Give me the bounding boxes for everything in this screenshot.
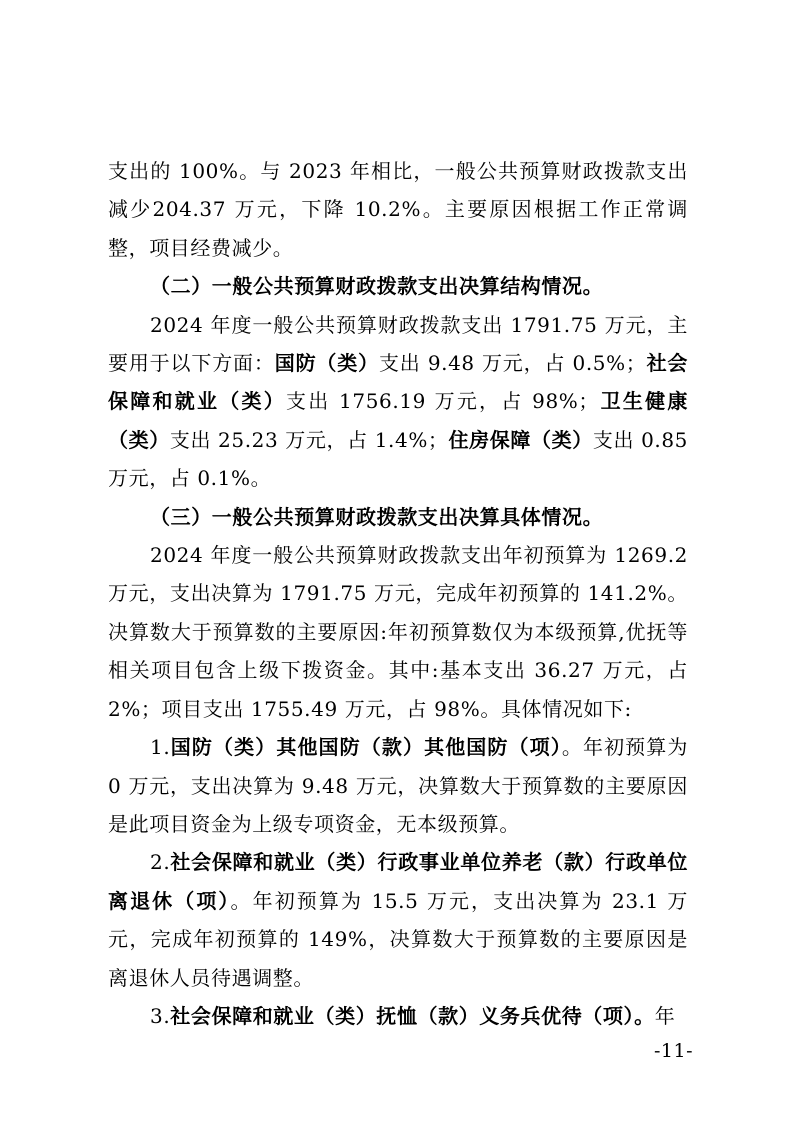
item-text: 。年初预算为 0 万元，支出决算为 9.48 万元，决算数大于预算数的主要原因是此项目资金为上级专项资金，无本级预算。 (108, 735, 688, 836)
item-title: 社会保障和就业（类）抚恤（款）义务兵优待（项）。 (170, 1003, 655, 1028)
paragraph-details-intro: 2024 年度一般公共预算财政拨款支出年初预算为 1269.2 万元，支出决算为 1791.75 万元，完成年初预算的 141.2%。决算数大于预算数的主要原因:年初预算数仅为本级预算,优抚等相关项目包含上级下拨资金。其中:基本支出 36.27 万元，占 2%；项目支出 1755.49 万元，占 98%。具体情况如下: (108, 543, 688, 721)
category-housing: 住房保障（类） (448, 427, 593, 452)
category-defense: 国防（类） (274, 351, 379, 376)
item-title: 社会保障和就业（类）行政事业单位养老（款）行政单位离退休（项） (108, 850, 688, 913)
item-text: 年 (654, 1003, 676, 1028)
category-social-security: 社会保障和就业（类） (108, 351, 689, 414)
list-item-defense (108, 728, 688, 843)
document-body (108, 152, 688, 1035)
category-health: 卫生健康（类） (108, 389, 688, 452)
item-number: 2. (150, 850, 171, 875)
list-item-conscript (108, 997, 688, 1035)
structure-intro: 2024 年度一般公共预算财政拨款支出 1791.75 万元，主要用于以下方面： (108, 312, 688, 376)
section-heading-structure: （二）一般公共预算财政拨款支出决算结构情况。 (150, 274, 604, 299)
housing-amount: 支出 0.85 万元，占 0.1%。 (108, 427, 689, 491)
item-number: 1. (150, 735, 171, 760)
social-security-amount: 支出 1756.19 万元，占 98%； (285, 389, 600, 414)
list-item-retirement (108, 843, 688, 997)
item-title: 国防（类）其他国防（款）其他国防（项） (170, 735, 562, 760)
item-text: 。年初预算为 15.5 万元，支出决算为 23.1 万元，完成年初预算的 149%，决算数大于预算数的主要原因是离退休人员待遇调整。 (108, 888, 688, 990)
section-heading-details: （三）一般公共预算财政拨款支出决算具体情况。 (150, 504, 604, 529)
page-number: -11- (653, 1040, 693, 1062)
paragraph-spending-change: 支出的 100%。与 2023 年相比，一般公共预算财政拨款支出减少204.37 万元，下降 10.2%。主要原因根据工作正常调整，项目经费减少。 (108, 159, 688, 260)
paragraph-structure (108, 306, 688, 498)
defense-amount: 支出 9.48 万元，占 0.5%； (378, 351, 647, 376)
item-number: 3. (150, 1003, 171, 1028)
health-amount: 支出 25.23 万元，占 1.4%； (169, 427, 449, 452)
